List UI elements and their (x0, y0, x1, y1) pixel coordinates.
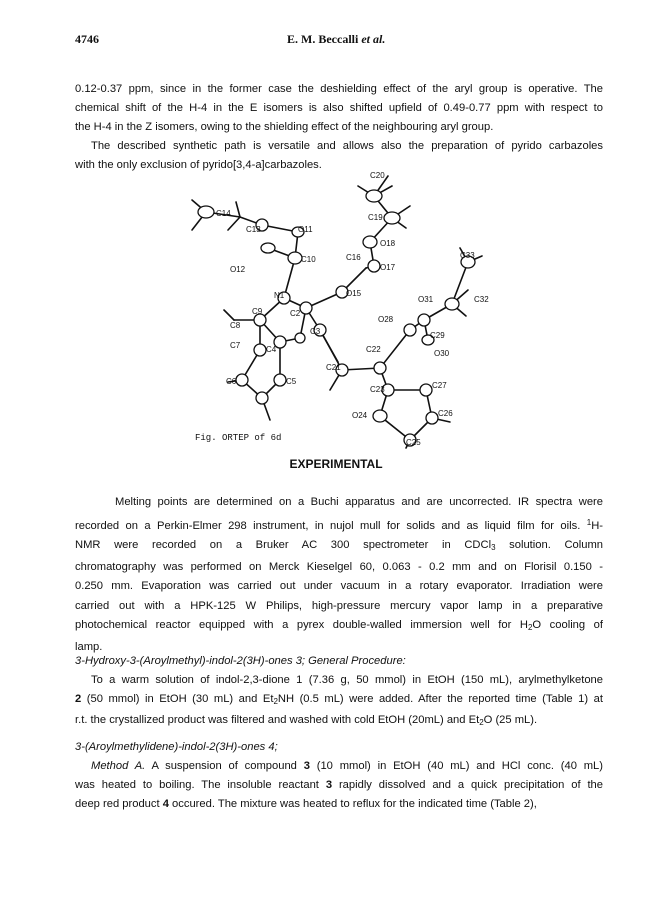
text-line: NMR were recorded on a Bruker AC 300 spectrometer in CDCl$_3$ solution. Column (75, 539, 604, 552)
text-line: the H-4 in the Z isomers, owing to the shielding effect of the neighbouring aryl group. (75, 121, 494, 133)
text-line: carried out with a HPK-125 W Philips, high-pressure mercury vapor lamp in a preparative (75, 599, 603, 612)
text-line: chromatography was performed on Merck Kieselgel 60, 0.063 - 0.2 mm and on Florisil 0.150 - (75, 560, 603, 573)
atom-label: C3 (310, 327, 321, 336)
experimental-paragraph (75, 493, 603, 657)
text-line: To a warm solution of indol-2,3-dione 1 (7.36 g, 50 mmol) in EtOH (150 mL), arylmethylketone (91, 674, 603, 686)
atom-label: C21 (326, 363, 341, 372)
atom-label: C19 (368, 213, 383, 222)
text-line: r.t. the crystallized product was filtered and washed with cold EtOH (20mL) and $Et_2O$ (25 mL). (75, 714, 538, 727)
text-line: with the only exclusion of pyrido[3,4-a]carbazoles. (75, 159, 322, 171)
text-line: Melting points are determined on a Buchi apparatus and are uncorrected. IR spectra were (115, 496, 603, 508)
section-title: 3-Hydroxy-3-(Aroylmethyl)-indol-2(3H)-ones 3; General Procedure: (75, 655, 406, 667)
section-title: 3-(Aroylmethylidene)-indol-2(3H)-ones 4; (75, 741, 278, 753)
atom-label: C27 (432, 381, 447, 390)
atom-label: C23 (370, 385, 385, 394)
atom-label: C7 (230, 341, 241, 350)
text-line: recorded on a Perkin-Elmer 298 instrument, in nujol mull for solids and as liquid film for oils. $^1$H- (75, 517, 603, 532)
atom-label: C32 (474, 295, 489, 304)
running-header (287, 32, 385, 47)
atom-label: C6 (226, 377, 237, 386)
atom-label: O30 (434, 349, 450, 358)
atom-label: O24 (352, 411, 368, 420)
text-line: 0.12-0.37 ppm, since in the former case the deshielding effect of the aryl group is operative. The (75, 83, 603, 95)
author-etal: et al. (361, 32, 386, 46)
atom-label: O31 (418, 295, 434, 304)
atom-label: C8 (230, 321, 241, 330)
atom-label: O18 (380, 239, 396, 248)
atom-label: O15 (346, 289, 362, 298)
atom-label: C9 (252, 307, 263, 316)
text-line: 2 (50 mmol) in EtOH (30 mL) and $Et_2NH$ (0.5 mL) were added. After the reported time (Table 1) at (75, 693, 603, 706)
atom-label: C5 (286, 377, 297, 386)
atom-label: C20 (370, 171, 385, 180)
atom-label: C33 (460, 251, 475, 260)
text-line: deep red product 4 occured. The mixture was heated to reflux for the indicated time (Table 2), (75, 798, 537, 810)
text-line: photochemical reactor equipped with a pyrex double-walled immersion well for $H_2O$ cooling of (75, 619, 603, 632)
atom-label: C13 (246, 225, 261, 234)
atom-label: C26 (438, 409, 453, 418)
atom-label: C10 (301, 255, 316, 264)
atom-label: C25 (406, 438, 421, 447)
atom-label: N1 (274, 291, 285, 300)
atom-label: O17 (380, 263, 396, 272)
figure-caption: Fig. ORTEP of 6d (195, 433, 282, 443)
section-3 (75, 652, 603, 732)
text-line: lamp. (75, 640, 103, 653)
atom-label: O11 (298, 225, 313, 234)
atom-label: C16 (346, 253, 361, 262)
atom-label: C2 (290, 309, 301, 318)
intro-paragraph (75, 80, 603, 137)
text-line: chemical shift of the H-4 in the E isomers is also shifted upfield of 0.49-0.77 ppm with respect to (75, 102, 603, 114)
text-line: 0.250 mm. Evaporation was carried out under vacuum in a rotary evaporator. Irradiation were (75, 580, 603, 592)
section-heading: EXPERIMENTAL (289, 457, 383, 471)
page-number: 4746 (75, 32, 99, 46)
atom-label: C14 (216, 209, 231, 218)
atom-label: C22 (366, 345, 381, 354)
text-line: The described synthetic path is versatile and allows also the preparation of pyrido carbazoles (91, 140, 603, 152)
text-line: Method A. A suspension of compound 3 (10 mmol) in EtOH (40 mL) and HCl conc. (40 mL) (91, 760, 603, 772)
section-4 (75, 738, 603, 814)
text-line: was heated to boiling. The insoluble reactant 3 rapidly dissolved and a quick precipitation of the (75, 779, 603, 791)
atom-label: O28 (378, 315, 394, 324)
ortep-figure (170, 170, 500, 450)
atom-label: C4 (266, 345, 277, 354)
author-name: E. M. Beccalli (287, 32, 359, 46)
atom-label: C29 (430, 331, 445, 340)
atom-label: O12 (230, 265, 246, 274)
